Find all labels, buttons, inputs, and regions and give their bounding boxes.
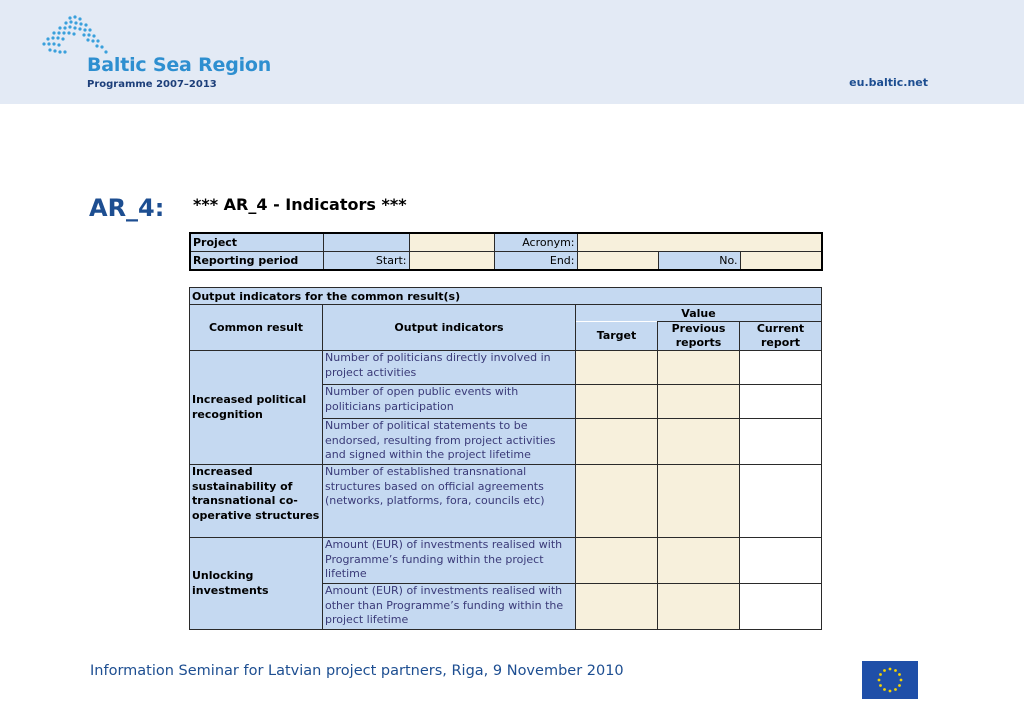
target-input-cell[interactable] xyxy=(576,584,658,630)
output-indicator-cell: Number of open public events with politicians participation xyxy=(323,385,576,419)
output-indicator-cell: Amount (EUR) of investments realised with other than Programme’s funding within the project lifetime xyxy=(323,584,576,630)
common-result-cell: Unlocking investments xyxy=(190,538,323,630)
header-row-1 xyxy=(190,305,822,322)
table-row xyxy=(190,538,822,584)
indicators-title-row xyxy=(190,288,822,305)
start-label: Start: xyxy=(323,252,409,271)
project-label: Project xyxy=(190,233,323,252)
output-indicator-cell: Number of political statements to be endorsed, resulting from project activities and signed within the project lifetime xyxy=(323,419,576,465)
previous-reports-cell[interactable] xyxy=(658,584,740,630)
indicators-table xyxy=(189,287,822,630)
target-input-cell[interactable] xyxy=(576,385,658,419)
previous-reports-cell[interactable] xyxy=(658,385,740,419)
previous-reports-cell[interactable] xyxy=(658,351,740,385)
common-result-header: Common result xyxy=(190,305,323,351)
reporting-period-label: Reporting period xyxy=(190,252,323,271)
table-row xyxy=(190,351,822,385)
current-report-header: Current report xyxy=(740,322,822,351)
value-header: Value xyxy=(576,305,822,322)
project-blank-cell xyxy=(323,233,409,252)
output-indicator-cell: Amount (EUR) of investments realised with Programme’s funding within the project lifetime xyxy=(323,538,576,584)
current-report-input-cell[interactable] xyxy=(740,385,822,419)
output-indicator-cell: Number of established transnational structures based on official agreements (networks, platforms, fora, councils etc) xyxy=(323,465,576,538)
previous-reports-cell[interactable] xyxy=(658,419,740,465)
output-indicators-header: Output indicators xyxy=(323,305,576,351)
logo-subtitle: Programme 2007–2013 xyxy=(87,79,217,90)
end-field[interactable] xyxy=(577,252,658,271)
logo-title: Baltic Sea Region xyxy=(87,54,272,76)
current-report-input-cell[interactable] xyxy=(740,419,822,465)
acronym-field[interactable] xyxy=(577,233,822,252)
previous-reports-cell[interactable] xyxy=(658,538,740,584)
no-field[interactable] xyxy=(740,252,822,271)
header-banner xyxy=(0,0,1024,104)
table-row xyxy=(190,465,822,538)
eu-flag-icon xyxy=(862,661,918,699)
previous-reports-cell[interactable] xyxy=(658,465,740,538)
footer-text: Information Seminar for Latvian project partners, Riga, 9 November 2010 xyxy=(90,663,624,679)
previous-reports-header: Previous reports xyxy=(658,322,740,351)
target-input-cell[interactable] xyxy=(576,465,658,538)
site-url[interactable]: eu.baltic.net xyxy=(849,76,928,89)
end-label: End: xyxy=(494,252,577,271)
project-table xyxy=(189,232,823,271)
sheet-title: *** AR_4 - Indicators *** xyxy=(193,195,407,214)
acronym-label: Acronym: xyxy=(494,233,577,252)
no-label: No. xyxy=(658,252,740,271)
common-result-cell: Increased sustainability of transnational co-operative structures xyxy=(190,465,323,538)
common-result-cell: Increased political recognition xyxy=(190,351,323,465)
target-input-cell[interactable] xyxy=(576,419,658,465)
target-header: Target xyxy=(576,322,658,351)
reporting-period-row xyxy=(190,252,822,271)
baltic-sea-region-logo xyxy=(40,12,272,94)
start-field[interactable] xyxy=(409,252,494,271)
current-report-input-cell[interactable] xyxy=(740,584,822,630)
current-report-input-cell[interactable] xyxy=(740,538,822,584)
project-name-field[interactable] xyxy=(409,233,494,252)
indicators-table-title: Output indicators for the common result(s) xyxy=(190,288,822,305)
slide-label: AR_4: xyxy=(89,194,165,222)
target-input-cell[interactable] xyxy=(576,538,658,584)
current-report-input-cell[interactable] xyxy=(740,465,822,538)
output-indicator-cell: Number of politicians directly involved in project activities xyxy=(323,351,576,385)
project-row xyxy=(190,233,822,252)
target-input-cell[interactable] xyxy=(576,351,658,385)
current-report-input-cell[interactable] xyxy=(740,351,822,385)
